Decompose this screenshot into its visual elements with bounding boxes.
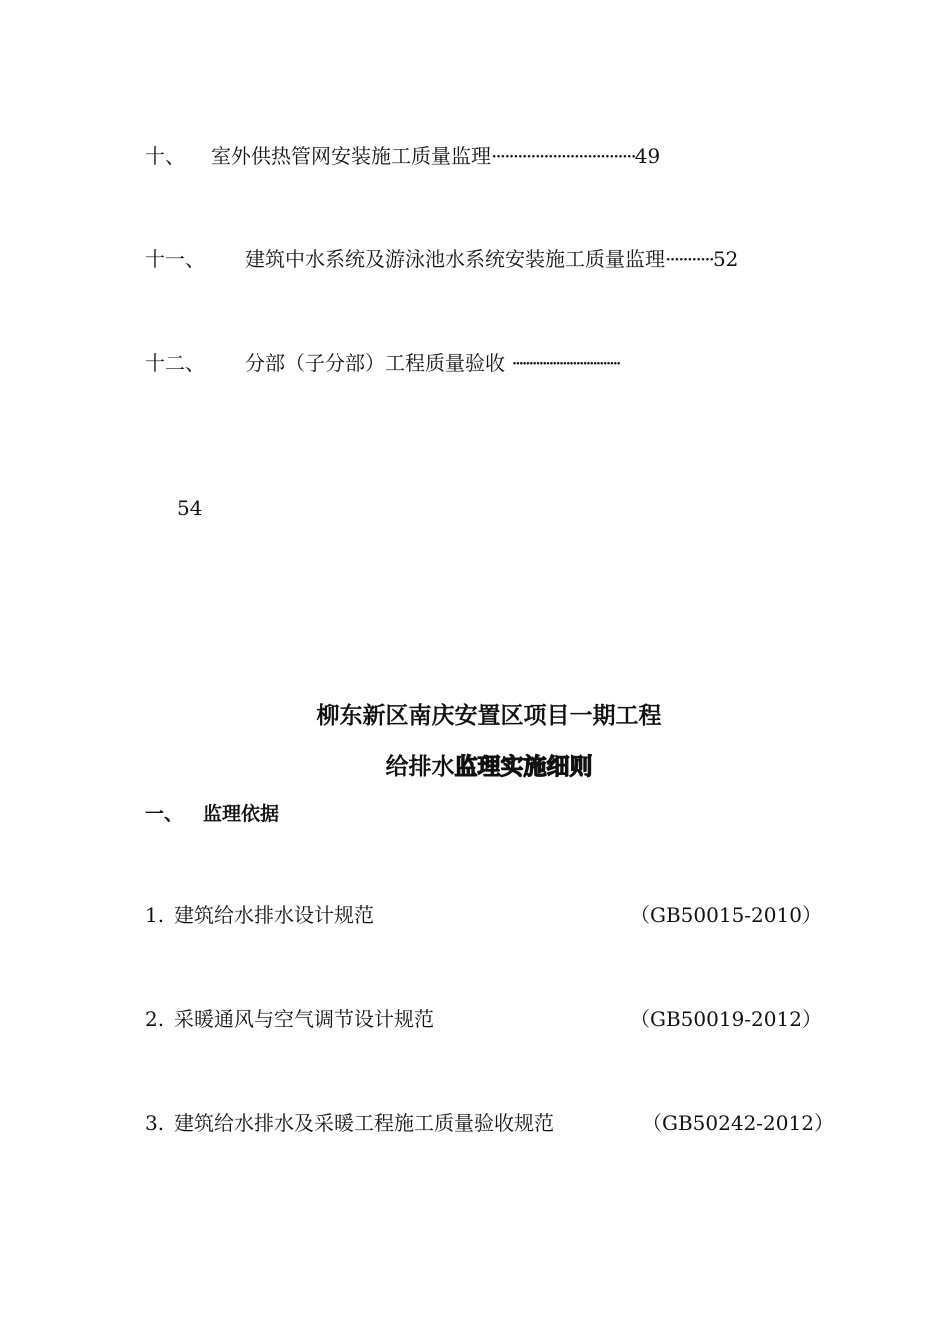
toc-number: 十二、	[145, 351, 205, 375]
document-subtitle	[0, 748, 950, 781]
reference-code: （GB50242-2012）	[642, 1111, 834, 1135]
toc-page: 52	[712, 247, 739, 271]
toc-entry-11	[145, 243, 738, 272]
reference-item	[145, 1107, 554, 1136]
toc-leader: ···········	[665, 247, 713, 271]
toc-page: 49	[634, 144, 661, 168]
toc-title: 分部（子分部）工程质量验收	[245, 351, 512, 375]
toc-title: 建筑中水系统及游泳池水系统安装施工质量监理	[245, 247, 665, 271]
toc-entry-12	[145, 347, 619, 376]
reference-item	[145, 899, 374, 928]
toc-leader: ·································	[491, 144, 635, 168]
reference-code: （GB50015-2010）	[630, 903, 822, 927]
subtitle-outlined: 监理实施细则	[454, 754, 593, 780]
toc-title: 室外供热管网安装施工质量监理	[211, 144, 491, 168]
section-title: 监理依据	[203, 803, 280, 825]
reference-name: 采暖通风与空气调节设计规范	[174, 1007, 434, 1031]
reference-number: 1.	[145, 903, 165, 927]
toc-number: 十、	[145, 144, 185, 168]
section-heading	[145, 799, 279, 826]
toc-number: 十一、	[145, 247, 205, 271]
document-title: 柳东新区南庆安置区项目一期工程	[316, 703, 662, 729]
reference-item	[145, 1003, 434, 1032]
reference-number: 3.	[145, 1111, 165, 1135]
section-number: 一、	[145, 803, 184, 825]
toc-leader: ································	[511, 351, 619, 375]
reference-name: 建筑给水排水及采暖工程施工质量验收规范	[174, 1111, 554, 1135]
toc-page-wrapped: 54	[177, 496, 203, 520]
reference-name: 建筑给水排水设计规范	[174, 903, 374, 927]
reference-code: （GB50019-2012）	[630, 1007, 822, 1031]
toc-entry-10	[145, 140, 660, 169]
subtitle-plain: 给排水	[385, 754, 455, 780]
reference-number: 2.	[145, 1007, 165, 1031]
